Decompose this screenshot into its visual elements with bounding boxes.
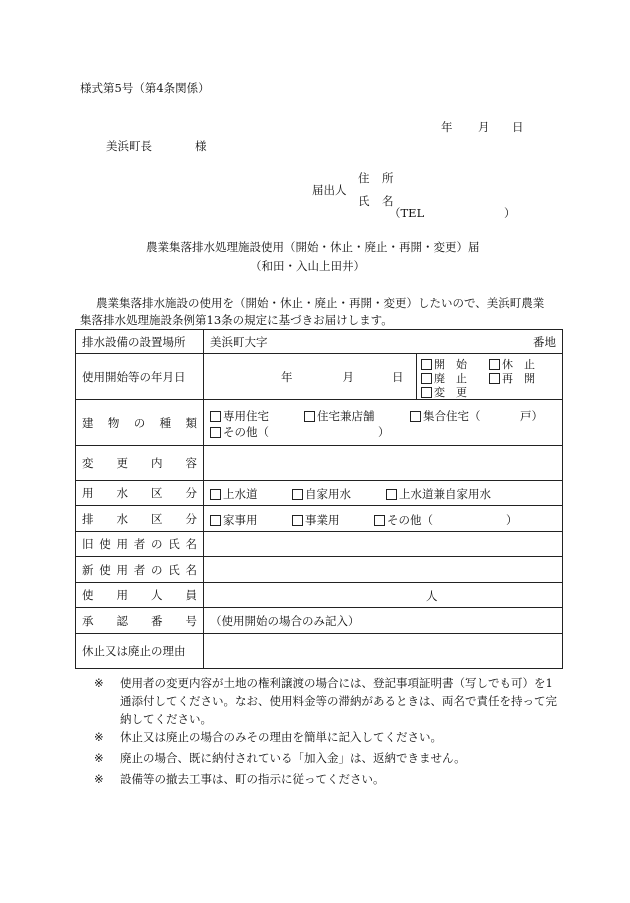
date-day: 日 [512, 120, 524, 134]
name-label-1: 氏 [358, 194, 370, 208]
start-year: 年 [281, 369, 293, 384]
date-month: 月 [478, 120, 490, 134]
drain-household-checkbox[interactable]: 家事用 [210, 512, 258, 528]
row-start-date [76, 354, 563, 400]
reason-field[interactable] [204, 634, 563, 669]
water-both-checkbox[interactable]: 上水道兼自家用水 [386, 486, 491, 502]
users-field[interactable] [204, 583, 563, 608]
row-building [76, 400, 563, 446]
old-user-field[interactable] [204, 532, 563, 557]
approval-note: （使用開始の場合のみ記入） [210, 613, 360, 628]
drain-other-checkbox[interactable]: その他（ [374, 512, 433, 528]
notification-table [75, 329, 563, 669]
water-label: 用 水 区 分 [76, 481, 204, 506]
recipient: 美浜町長 [106, 139, 152, 153]
drain-other-close: ） [506, 513, 518, 527]
row-location [76, 330, 563, 354]
type-abolish-checkbox[interactable]: 廃 止 [421, 370, 467, 386]
intro-line-2: 集落排水処理施設条例第13条の規定に基づきお届けします。 [80, 313, 393, 327]
row-drain [76, 506, 563, 532]
date-year: 年 [441, 120, 453, 134]
type-start-checkbox[interactable]: 開 始 [421, 356, 467, 372]
type-resume-checkbox[interactable]: 再 開 [489, 370, 535, 386]
building-label: 建 物 の 種 類 [76, 400, 204, 446]
start-month: 月 [342, 369, 354, 384]
row-users [76, 583, 563, 608]
start-date-label: 使用開始等の年月日 [76, 354, 204, 400]
row-reason [76, 634, 563, 669]
row-approval [76, 608, 563, 634]
row-change [76, 446, 563, 481]
building-other-close: ） [378, 425, 390, 439]
name-label-2: 名 [382, 194, 394, 208]
change-label: 変 更 内 容 [76, 446, 204, 481]
address-label-2: 所 [382, 171, 394, 185]
note-2: ※ 休止又は廃止の場合のみその理由を簡単に記入してください。 [94, 730, 442, 744]
building-unit: 戸） [520, 409, 543, 423]
building-other-checkbox[interactable]: その他（ [210, 424, 269, 440]
doc-subtitle: （和田・入山上田井） [250, 259, 365, 273]
change-field[interactable] [204, 446, 563, 481]
note-1: ※ 使用者の変更内容が土地の権利譲渡の場合には、登記事項証明書（写しでも可）を1通添付してください。なお、使用料金等の滞納があるときは、両名で責任を持って完納してください。 [94, 676, 557, 726]
row-water [76, 481, 563, 506]
users-label: 使 用 人 員 [76, 583, 204, 608]
approval-label: 承 認 番 号 [76, 608, 204, 634]
type-suspend-checkbox[interactable]: 休 止 [489, 356, 535, 372]
tel-close: ） [504, 206, 516, 220]
intro-line-1: 農業集落排水施設の使用を（開始・休止・廃止・再開・変更）したいので、美浜町農業 [96, 296, 545, 310]
type-change-checkbox[interactable]: 変 更 [421, 384, 467, 400]
building-shop-checkbox[interactable]: 住宅兼店舗 [304, 408, 375, 424]
doc-title: 農業集落排水処理施設使用（開始・休止・廃止・再開・変更）届 [146, 240, 480, 254]
location-field[interactable] [204, 330, 563, 354]
new-user-field[interactable] [204, 557, 563, 583]
address-label-1: 住 [358, 171, 370, 185]
water-public-checkbox[interactable]: 上水道 [210, 486, 258, 502]
usage-type-options [417, 354, 562, 399]
note-4: ※ 設備等の撤去工事は、町の指示に従ってください。 [94, 772, 385, 786]
reason-label: 休止又は廃止の理由 [76, 634, 204, 669]
building-collective-checkbox[interactable]: 集合住宅（ [410, 408, 481, 424]
new-user-label: 新 使 用 者 の 氏 名 [76, 557, 204, 583]
row-old-user [76, 532, 563, 557]
tel-open: （TEL [389, 206, 425, 220]
applicant-label: 届出人 [312, 183, 347, 197]
drain-label: 排 水 区 分 [76, 506, 204, 532]
drain-business-checkbox[interactable]: 事業用 [292, 512, 340, 528]
approval-field[interactable] [204, 608, 563, 634]
start-day: 日 [392, 369, 404, 384]
start-date-field[interactable] [204, 354, 417, 399]
water-private-checkbox[interactable]: 自家用水 [292, 486, 351, 502]
location-suffix: 番地 [533, 334, 556, 349]
note-3: ※ 廃止の場合、既に納付されている「加入金」は、返納できません。 [94, 751, 466, 765]
row-new-user [76, 557, 563, 583]
old-user-label: 旧 使 用 者 の 氏 名 [76, 532, 204, 557]
users-unit: 人 [426, 589, 438, 603]
recipient-suffix: 様 [195, 139, 207, 153]
location-label: 排水設備の設置場所 [76, 330, 204, 354]
building-exclusive-checkbox[interactable]: 専用住宅 [210, 408, 269, 424]
location-prefix: 美浜町大字 [210, 334, 268, 349]
form-number: 様式第5号（第4条関係） [80, 81, 210, 95]
